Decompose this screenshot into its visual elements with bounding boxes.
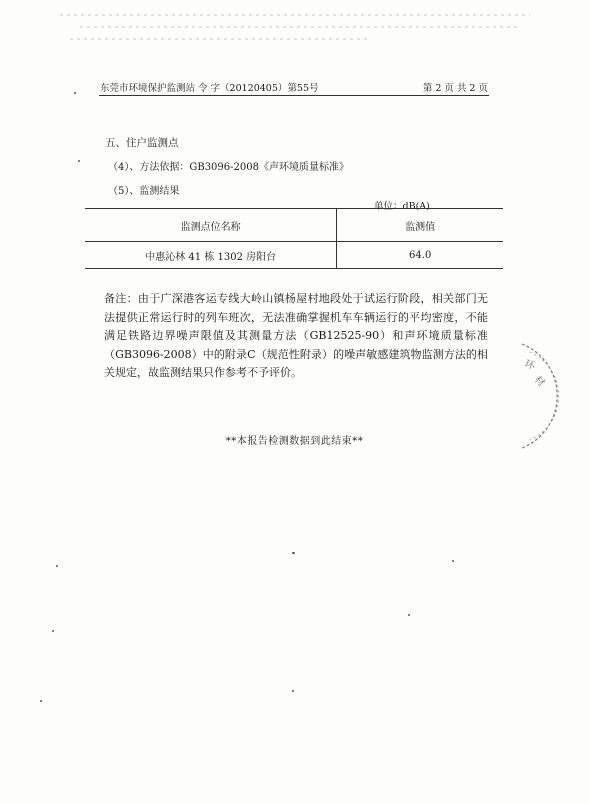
table-row <box>85 242 503 269</box>
scan-speck <box>74 92 76 94</box>
table-header-row <box>85 209 503 242</box>
scan-speck <box>40 700 42 702</box>
header-divider <box>99 95 489 96</box>
unit-label: 单位：dB(A) <box>374 201 430 212</box>
bleed-through-line <box>60 14 530 16</box>
remark-paragraph: 备注：由于广深港客运专线大岭山镇杨屋村地段处于试运行阶段，相关部门无法提供正常运行时的列车班次，无法准确掌握机车车辆运行的平均密度，不能满足铁路边界噪声限值及其测量方法（GB12525-90）和声环境质量标准（GB3096-2008）中的附录C（规范性附录）的噪声敏感建筑物监测方法的相关规定，故监测结果只作参考不予评价。 <box>104 292 488 380</box>
scan-speck <box>292 690 294 692</box>
page-number: 第 2 页 共 2 页 <box>422 83 488 94</box>
scan-speck <box>452 560 454 562</box>
bleed-through-line <box>80 26 520 28</box>
svg-text:材: 材 <box>531 374 547 390</box>
svg-text:环: 环 <box>522 358 537 373</box>
method-basis: （4）、方法依据：GB3096-2008《声环境质量标准》 <box>108 162 349 173</box>
official-seal-fragment <box>512 336 589 456</box>
scan-speck <box>56 565 58 567</box>
scan-speck <box>52 630 54 632</box>
scan-speck <box>408 614 410 616</box>
cell-value: 64.0 <box>337 242 503 269</box>
section-heading: 五、住户监测点 <box>105 137 179 149</box>
results-table <box>85 208 503 269</box>
scan-speck <box>292 552 295 554</box>
document-reference: 东莞市环境保护监测站 令 字（20120405）第55号 <box>100 83 319 94</box>
document-header <box>100 80 488 94</box>
column-header-value: 监测值 <box>337 209 503 242</box>
scan-speck <box>78 160 80 162</box>
results-heading: （5）、监测结果 <box>108 186 180 197</box>
end-of-report-note: **本报告检测数据到此结束** <box>225 436 364 447</box>
column-header-location: 监测点位名称 <box>85 209 337 242</box>
bleed-through-line <box>70 38 370 40</box>
cell-location: 中惠沁林 41 栋 1302 房阳台 <box>85 242 337 269</box>
